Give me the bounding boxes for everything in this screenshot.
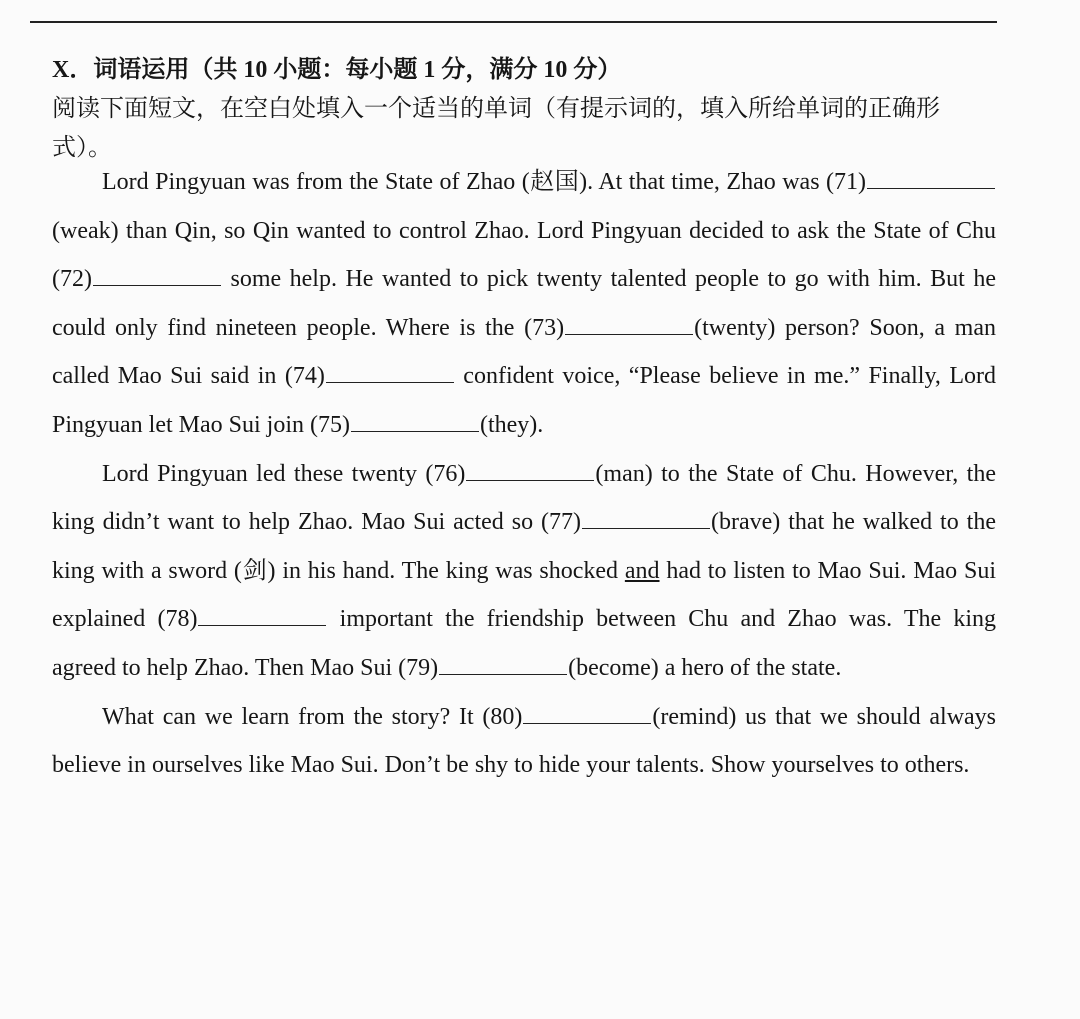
p2-text-3: (brave) that he walked to the king with a sword (剑) in his hand. The king was shocked [52, 509, 996, 584]
p2-text-6: (become) a hero of the state. [568, 654, 842, 681]
blank-72[interactable] [93, 285, 221, 286]
blank-71[interactable] [867, 188, 995, 189]
p2-text-5: important the friendship between Chu and Zhao was. The king agreed to help Zhao. Then Mao Sui [52, 606, 997, 681]
section-header [52, 50, 1002, 168]
blank-73[interactable] [565, 334, 693, 335]
passage [52, 158, 996, 790]
p2-text-4: had to listen to Mao Sui. Mao Sui explained [52, 557, 997, 633]
paragraph-3 [52, 693, 996, 790]
section-title: X．词语运用（共 10 小题：每小题 1 分，满分 10 分） [52, 57, 622, 83]
blank-77[interactable] [582, 528, 710, 529]
p1-text-2: (weak) than Qin, so Qin wanted to control Zhao. Lord Pingyuan decided to ask the State of Chu [52, 217, 996, 244]
blank-75-number: (75) [310, 411, 350, 438]
blank-75[interactable] [351, 431, 479, 432]
p3-text-2: (remind) us that we should always believe in ourselves like Mao Sui. Don’t be shy to hide your talents. Show yourselves to others. [52, 703, 997, 779]
paragraph-1 [52, 158, 996, 450]
blank-79-number: (79) [398, 654, 439, 681]
blank-71-number: (71) [826, 169, 866, 195]
blank-78-number: (78) [157, 606, 198, 633]
blank-77-number: (77) [541, 509, 582, 536]
p3-text-1: What can we learn from the story? It [102, 703, 474, 730]
blank-80[interactable] [523, 723, 651, 724]
blank-78[interactable] [198, 625, 326, 626]
p1-text-4: (twenty) person? Soon, a man called Mao Sui said in [52, 314, 997, 390]
blank-73-number: (73) [524, 314, 565, 341]
p2-text-2: (man) to the State of Chu. However, the king didn’t want to help Zhao. Mao Sui acted so [52, 460, 996, 536]
blank-79[interactable] [439, 674, 567, 675]
paragraph-2 [52, 450, 996, 693]
blank-72-number: (72) [52, 266, 92, 293]
p1-text-5: confident voice, “Please believe in me.” Finally, Lord Pingyuan let Mao Sui join [52, 363, 997, 438]
blank-76[interactable] [466, 480, 594, 481]
p1-text-6: (they). [479, 411, 544, 438]
p1-text-1: Lord Pingyuan was from the State of Zhao (赵国). At that time, Zhao was [102, 169, 820, 195]
blank-74-number: (74) [284, 363, 325, 390]
p2-text-1: Lord Pingyuan led these twenty [102, 460, 417, 487]
top-rule [30, 21, 997, 23]
p1-text-3: some help. He wanted to pick twenty talented people to go with him. But he could only find nineteen people. Where is the [52, 266, 996, 341]
blank-76-number: (76) [425, 460, 466, 487]
underlined-and: and [624, 557, 660, 584]
blank-80-number: (80) [482, 703, 523, 730]
blank-74[interactable] [326, 382, 454, 383]
section-instruction: 阅读下面短文，在空白处填入一个适当的单词（有提示词的，填入所给单词的正确形式）。 [52, 96, 940, 161]
